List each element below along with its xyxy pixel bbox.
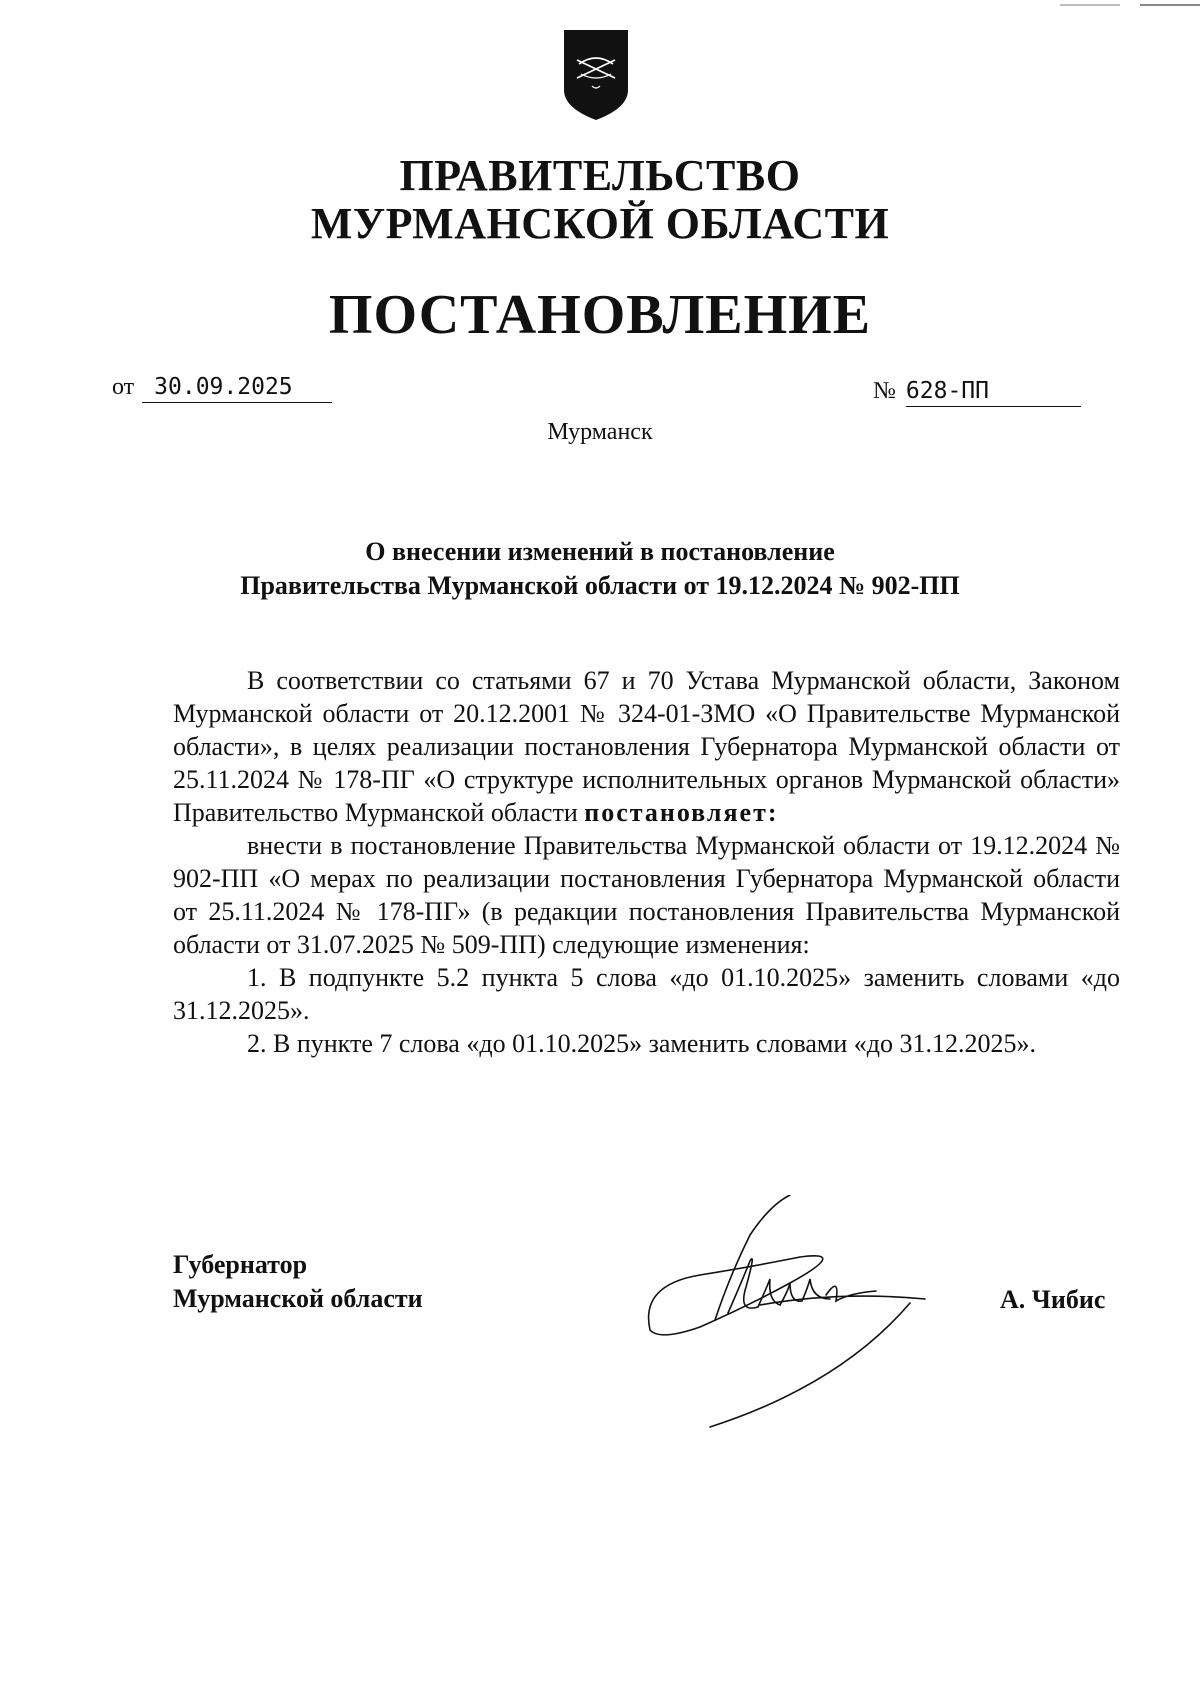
government-region: МУРМАНСКОЙ ОБЛАСТИ — [310, 199, 890, 248]
document-date — [112, 372, 332, 403]
document-subject — [0, 535, 1200, 603]
subject-line-1: О внесении изменений в постановление — [365, 537, 835, 566]
coat-of-arms-emblem — [561, 28, 631, 122]
intro-paragraph: внести в постановление Правительства Мурманской области от 19.12.2024 № 902-ПП «О мерах по реализации постановления Губернатора Мурманской области от 25.11.2024 № 178-ПГ» (в редакции постановления Правительства Мурманской области от 31.07.2025 № 509-ПП) следующие изменения: — [173, 831, 1120, 959]
number-prefix: № — [873, 378, 896, 404]
government-title: ПРАВИТЕЛЬСТВО — [399, 151, 801, 200]
item-1: 1. В подпункте 5.2 пункта 5 слова «до 01.10.2025» заменить словами «до 31.12.2025». — [173, 963, 1120, 1025]
date-value: 30.09.2025 — [142, 372, 332, 403]
city: Мурманск — [547, 419, 653, 445]
preamble-paragraph — [173, 664, 1120, 829]
number-value: 628-ПП — [906, 376, 1081, 407]
scan-corner-marks — [1060, 4, 1200, 10]
document-body — [173, 664, 1120, 1060]
decree-word: постановляет: — [584, 798, 779, 827]
signer-position-line-2: Мурманской области — [173, 1284, 423, 1313]
date-prefix: от — [112, 374, 135, 400]
handwritten-signature — [640, 1195, 930, 1445]
document-type: ПОСТАНОВЛЕНИЕ — [328, 284, 872, 346]
signer-position — [173, 1248, 423, 1316]
preamble-text: В соответствии со статьями 67 и 70 Устава Мурманской области, Законом Мурманской области от 20.12.2001 № 324-01-ЗМО «О Правительстве Мурманской области», в целях реализации постановления Губернатора Мурманской области от 25.11.2024 № 178-ПГ «О структуре исполнительных органов Мурманской области» Правительство Мурманской области — [173, 666, 1120, 827]
signer-position-line-1: Губернатор — [173, 1250, 308, 1279]
subject-line-2: Правительства Мурманской области от 19.12.2024 № 902-ПП — [240, 571, 960, 600]
signer-name: А. Чибис — [1000, 1285, 1106, 1314]
document-number — [873, 376, 1081, 407]
item-2: 2. В пункте 7 слова «до 01.10.2025» заменить словами «до 31.12.2025». — [247, 1029, 1037, 1058]
